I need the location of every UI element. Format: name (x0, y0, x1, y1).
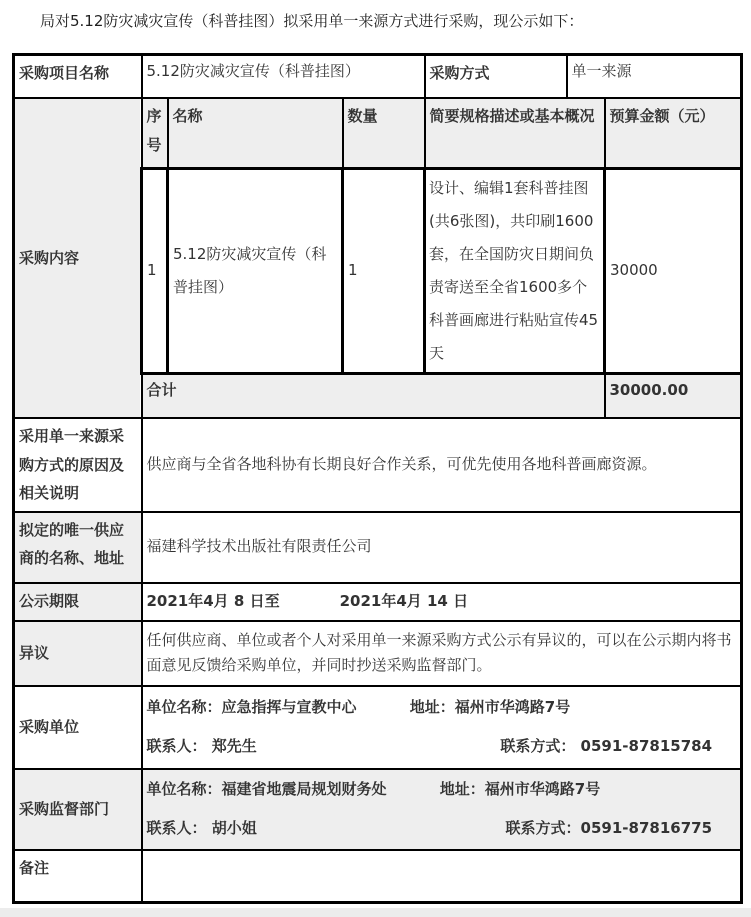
purchaser-org-address (147, 695, 737, 721)
objection-label: 异议 (14, 621, 142, 686)
row-objection (14, 621, 742, 686)
purchaser-address: 地址：福州市华鸿路7号 (409, 697, 571, 716)
reason-value: 供应商与全省各地科协有长期良好合作关系，可优先使用各地科普画廊资源。 (142, 418, 742, 512)
row-supervisor (14, 769, 742, 850)
intro-text: 局对5.12防灾减灾宣传（科普挂图）拟采用单一来源方式进行采购，现公示如下： (40, 12, 584, 30)
remark-label: 备注 (14, 850, 142, 903)
content-header-spec: 简要规格描述或基本概况 (425, 98, 605, 168)
item-seq: 1 (142, 168, 168, 373)
content-header-seq: 序号 (142, 98, 168, 168)
procurement-method-value: 单一来源 (567, 54, 742, 98)
supervisor-phone: 联系方式：0591-87816775 (505, 819, 713, 837)
supervisor-org-address (147, 777, 737, 803)
supervisor-address: 地址：福州市华鸿路7号 (439, 779, 601, 798)
item-name: 5.12防灾减灾宣传（科普挂图） (168, 168, 343, 373)
row-remark (14, 850, 742, 903)
purchaser-contact: 联系人： 郑先生 (146, 737, 257, 755)
purchaser-contact-line (147, 734, 737, 760)
content-header-qty: 数量 (343, 98, 425, 168)
procurement-method-label: 采购方式 (425, 54, 567, 98)
procurement-notice-table (12, 53, 743, 905)
supervisor-contact-line (147, 816, 737, 842)
period-label: 公示期限 (14, 583, 142, 621)
supervisor-contact: 联系人： 胡小姐 (146, 819, 257, 837)
supervisor-info (142, 769, 742, 850)
row-period (14, 583, 742, 621)
supervisor-org: 单位名称：福建省地震局规划财务处 (146, 779, 387, 798)
supervisor-label: 采购监督部门 (14, 769, 142, 850)
content-label: 采购内容 (14, 98, 142, 418)
row-purchaser (14, 686, 742, 769)
item-budget: 30000 (605, 168, 742, 373)
purchaser-phone: 联系方式： 0591-87815784 (500, 737, 713, 755)
row-content-header (14, 98, 742, 168)
purchaser-info (142, 686, 742, 769)
content-header-name: 名称 (168, 98, 343, 168)
row-project-name (14, 54, 742, 98)
project-name-value: 5.12防灾减灾宣传（科普挂图） (142, 54, 425, 98)
project-name-label: 采购项目名称 (14, 54, 142, 98)
row-reason (14, 418, 742, 512)
total-label: 合计 (142, 373, 605, 418)
purchaser-label: 采购单位 (14, 686, 142, 769)
content-header-budget: 预算金额（元） (605, 98, 742, 168)
item-spec: 设计、编辑1套科普挂图(共6张图)，共印刷1600套，在全国防灾日期间负责寄送至全省1600多个科普画廊进行粘贴宣传45天 (425, 168, 605, 373)
reason-label: 采用单一来源采购方式的原因及相关说明 (14, 418, 142, 512)
item-qty: 1 (343, 168, 425, 373)
row-supplier (14, 512, 742, 583)
objection-value: 任何供应商、单位或者个人对采用单一来源采购方式公示有异议的，可以在公示期内将书面意见反馈给采购单位，并同时抄送采购监督部门。 (142, 621, 742, 686)
page-bottom-strip (0, 908, 751, 917)
supplier-value: 福建科学技术出版社有限责任公司 (142, 512, 742, 583)
supplier-label: 拟定的唯一供应商的名称、地址 (14, 512, 142, 583)
period-value: 2021年4月 8 日至 2021年4月 14 日 (142, 583, 742, 621)
remark-value (142, 850, 742, 903)
total-value: 30000.00 (605, 373, 742, 418)
purchaser-org: 单位名称：应急指挥与宣教中心 (146, 697, 357, 716)
